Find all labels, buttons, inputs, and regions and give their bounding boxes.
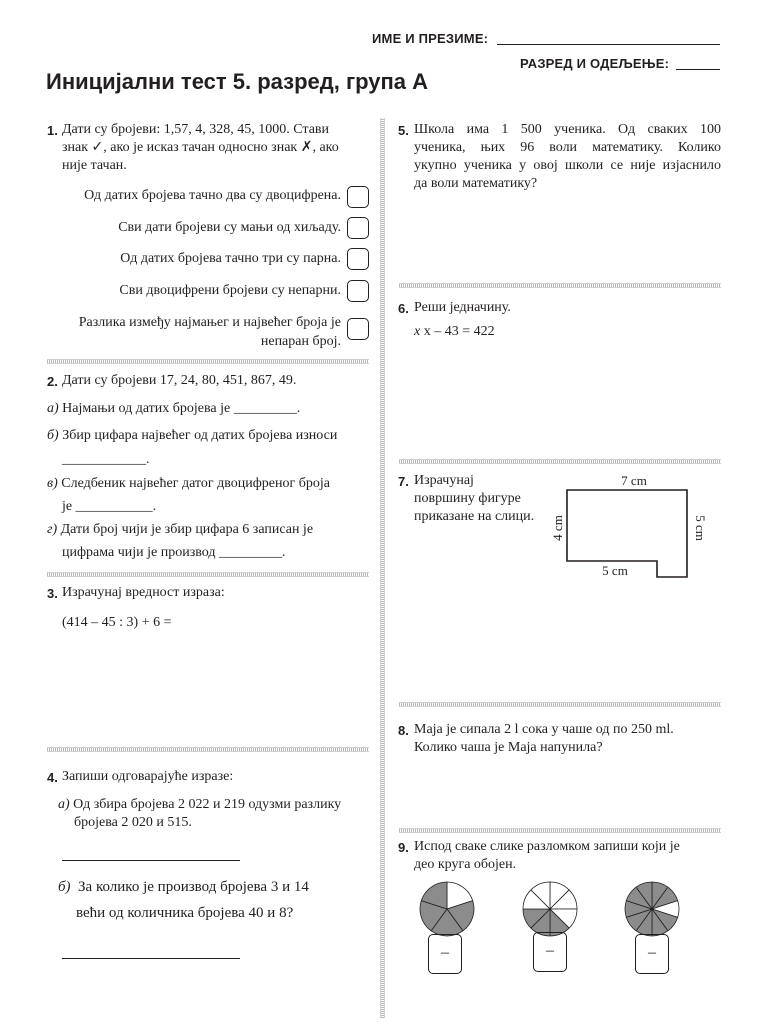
q7-text-line: Израчунај <box>414 473 474 488</box>
q9-circle-1 <box>418 880 476 938</box>
section-divider <box>47 359 369 364</box>
q7-bottom-label: 5 cm <box>602 563 628 578</box>
q1-checkbox[interactable] <box>347 280 369 302</box>
q2-c-text: Следбеник највећег датог двоцифреног броја <box>61 476 330 491</box>
q6-number: 6. <box>398 301 409 316</box>
class-field[interactable] <box>676 69 720 70</box>
q1-number: 1. <box>47 123 58 138</box>
q9-circle-3 <box>623 880 681 938</box>
q1-text-line: Дати су бројеви: 1,57, 4, 328, 45, 1000. Стави <box>62 122 330 137</box>
section-divider <box>399 828 721 833</box>
name-field[interactable] <box>497 44 720 45</box>
section-divider <box>47 747 369 752</box>
q5-text-line: ученика, њих 96 воли математику. Колико <box>414 140 721 155</box>
q4-a-answer-line[interactable] <box>62 860 240 861</box>
q1-statement: Разлика између најмањег и највећег броја је <box>78 315 341 330</box>
q4-b-label: б) <box>58 879 71 895</box>
q5-number: 5. <box>398 123 409 138</box>
q2-number: 2. <box>47 374 58 389</box>
q7-top-label: 7 cm <box>621 473 647 488</box>
q7-right-label: 5 cm <box>693 515 708 541</box>
q9-answer-box-3[interactable]: – <box>635 934 669 974</box>
q9-number: 9. <box>398 840 409 855</box>
q4-b-text: За колико је производ бројева 3 и 14 <box>78 879 309 895</box>
class-label: РАЗРЕД И ОДЕЉЕЊЕ: <box>520 56 670 71</box>
q5-text-line: Школа има 1 500 ученика. Од сваких 100 <box>414 122 721 137</box>
section-divider <box>399 702 721 707</box>
q9-line2: део круга обојен. <box>414 857 517 872</box>
q9-line1: Испод сваке слике разломком запиши који је <box>414 839 680 854</box>
q7-text-line: приказане на слици. <box>414 509 535 524</box>
q6-equation: x – 43 = 422 <box>423 324 495 339</box>
q2-c-blank[interactable]: је ___________. <box>62 499 157 514</box>
q9-circle-2 <box>521 880 579 938</box>
q4-b-answer-line[interactable] <box>62 958 240 959</box>
q1-text-line: није тачан. <box>62 158 127 173</box>
section-divider <box>47 572 369 577</box>
q1-statement: Сви дати бројеви су мањи од хиљаду. <box>118 220 341 235</box>
q1-statement: Од датих бројева тачно два су двоцифрена. <box>84 188 341 203</box>
q9-answer-box-1[interactable]: – <box>428 934 462 974</box>
q6-text: Реши једначину. <box>414 300 511 315</box>
column-divider <box>380 118 385 1018</box>
q2-b-text: Збир цифара највећег од датих бројева износи <box>62 428 338 443</box>
q1-checkbox[interactable] <box>347 186 369 208</box>
q2-b-label: б) <box>47 428 59 443</box>
q8-number: 8. <box>398 723 409 738</box>
q5-text <box>414 121 721 193</box>
q7-figure <box>540 470 720 590</box>
q2-d-label: г) <box>47 522 58 537</box>
q2-c-label: в) <box>47 476 58 491</box>
q2-d-text: Дати број чији је збир цифара 6 записан је <box>60 522 314 537</box>
section-divider <box>399 283 721 288</box>
q4-a-text2: бројева 2 020 и 515. <box>74 815 192 830</box>
q1-statement: непаран број. <box>260 334 341 349</box>
q1-checkbox[interactable] <box>347 318 369 340</box>
q5-text-line: укупно ученика у овој школи се није изјаснило <box>414 158 721 173</box>
page-title: Иницијални тест 5. разред, група А <box>46 69 429 94</box>
q4-text: Запиши одговарајуће изразе: <box>62 769 234 784</box>
q2-a-label: а) <box>47 401 59 416</box>
q1-checkbox[interactable] <box>347 217 369 239</box>
q1-statement: Сви двоцифрени бројеви су непарни. <box>119 283 341 298</box>
q1-text-line: знак ✓, ако је исказ тачан односно знак ✗, ако <box>62 140 339 155</box>
q1-text <box>62 121 370 175</box>
q5-text-line: да воли математику? <box>414 176 538 191</box>
q1-statement: Од датих бројева тачно три су парна. <box>120 251 341 266</box>
q9-answer-box-2[interactable]: – <box>533 932 567 972</box>
q4-number: 4. <box>47 770 58 785</box>
q7-text-line: површину фигуре <box>414 491 521 506</box>
q8-line1: Маја је сипала 2 l сока у чаше од по 250 ml. <box>414 722 674 737</box>
q4-a-label: а) <box>58 797 70 812</box>
q2-a-text: Најмањи од датих бројева је _________. <box>62 401 301 416</box>
q2-b-blank[interactable]: ____________. <box>62 452 150 467</box>
q2-text: Дати су бројеви 17, 24, 80, 451, 867, 49. <box>62 373 297 388</box>
q8-line2: Колико чаша је Маја напунила? <box>414 740 603 755</box>
q4-a-text: Од збира бројева 2 022 и 219 одузми разлику <box>73 797 342 812</box>
q7-left-label: 4 cm <box>550 515 565 541</box>
q2-d-text2[interactable]: цифрама чији је производ _________. <box>62 545 286 560</box>
q3-number: 3. <box>47 586 58 601</box>
name-label: ИМЕ И ПРЕЗИМЕ: <box>372 31 489 46</box>
q3-expression: (414 – 45 : 3) + 6 = <box>62 615 172 630</box>
section-divider <box>399 459 721 464</box>
q1-checkbox[interactable] <box>347 248 369 270</box>
q4-b-text2: већи од количника бројева 40 и 8? <box>76 905 294 921</box>
q7-text <box>414 472 534 526</box>
q7-number: 7. <box>398 474 409 489</box>
q3-text: Израчунај вредност израза: <box>62 585 225 600</box>
